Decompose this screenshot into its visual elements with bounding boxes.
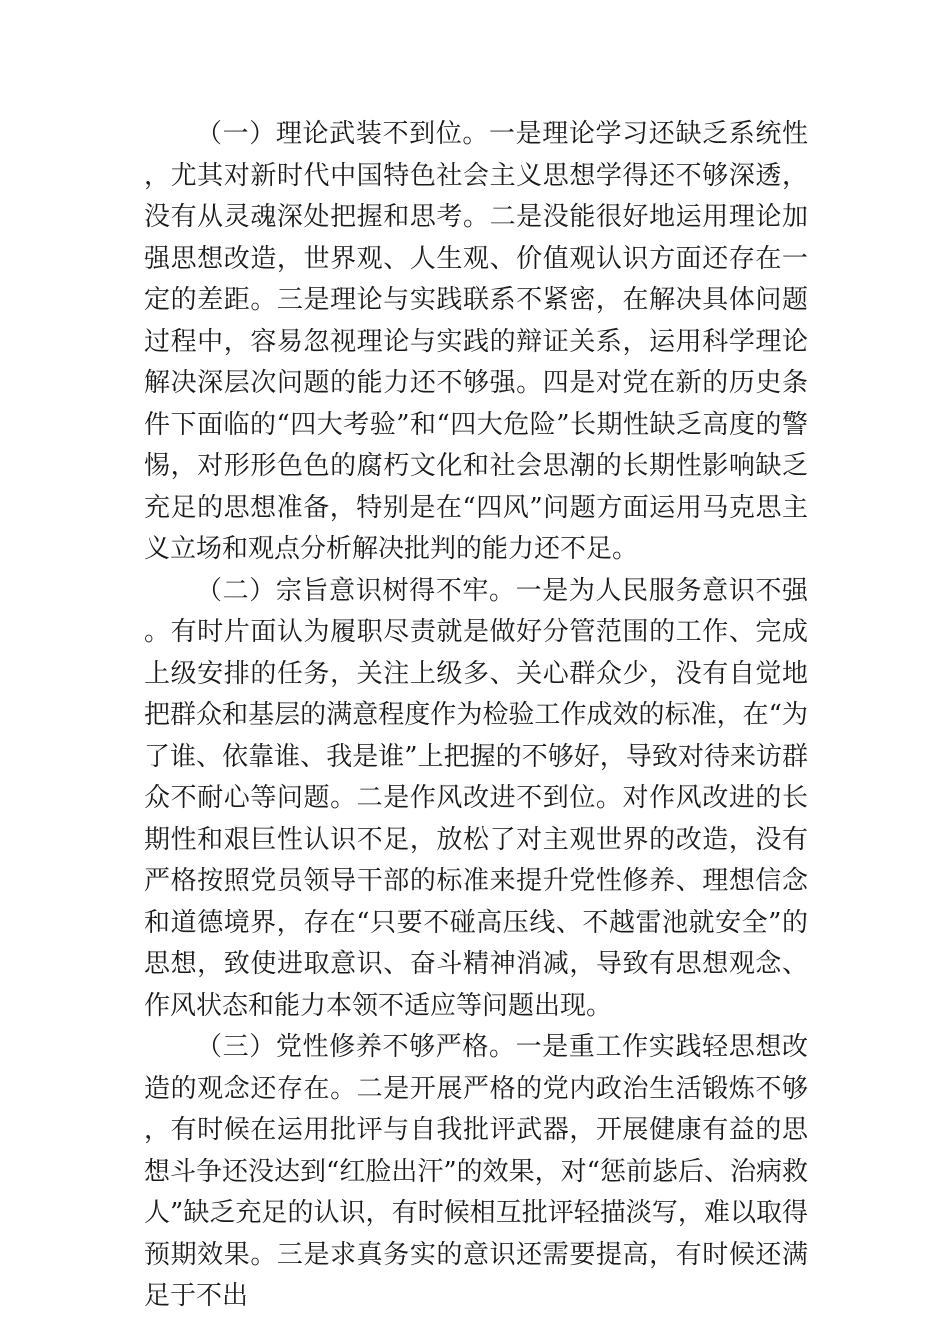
paragraph-party-spirit: （三）党性修养不够严格。一是重工作实践轻思想改造的观念还存在。二是开展严格的党内政治生活锻炼不够，有时候在运用批评与自我批评武器，开展健康有益的思想斗争还没达到“红脸出汗”的效果，对“惩前毖后、治病救人”缺乏充足的认识，有时候相互批评轻描淡写，难以取得预期效果。三是求真务实的意识还需要提高，有时候还满足于不出 (144, 1032, 808, 1311)
document-body (144, 114, 808, 1318)
paragraph-purpose: （二）宗旨意识树得不牢。一是为人民服务意识不强。有时片面认为履职尽责就是做好分管范围的工作、完成上级安排的任务，关注上级多、关心群众少，没有自觉地把群众和基层的满意程度作为检验工作成效的标准，在“为了谁、依靠谁、我是谁”上把握的不够好，导致对待来访群众不耐心等问题。二是作风改进不到位。对作风改进的长期性和艰巨性认识不足，放松了对主观世界的改造，没有严格按照党员领导干部的标准来提升党性修养、理想信念和道德境界，存在“只要不碰高压线、不越雷池就安全”的思想，致使进取意识、奋斗精神消减，导致有思想观念、作风状态和能力本领不适应等问题出现。 (144, 575, 808, 1021)
paragraph-theory: （一）理论武装不到位。一是理论学习还缺乏系统性，尤其对新时代中国特色社会主义思想学得还不够深透，没有从灵魂深处把握和思考。二是没能很好地运用理论加强思想改造，世界观、人生观、价值观认识方面还存在一定的差距。三是理论与实践联系不紧密，在解决具体问题过程中，容易忽视理论与实践的辩证关系，运用科学理论解决深层次问题的能力还不够强。四是对党在新的历史条件下面临的“四大考验”和“四大危险”长期性缺乏高度的警惕，对形形色色的腐朽文化和社会思潮的长期性影响缺乏充足的思想准备，特别是在“四风”问题方面运用马克思主义立场和观点分析解决批判的能力还不足。 (144, 119, 808, 564)
